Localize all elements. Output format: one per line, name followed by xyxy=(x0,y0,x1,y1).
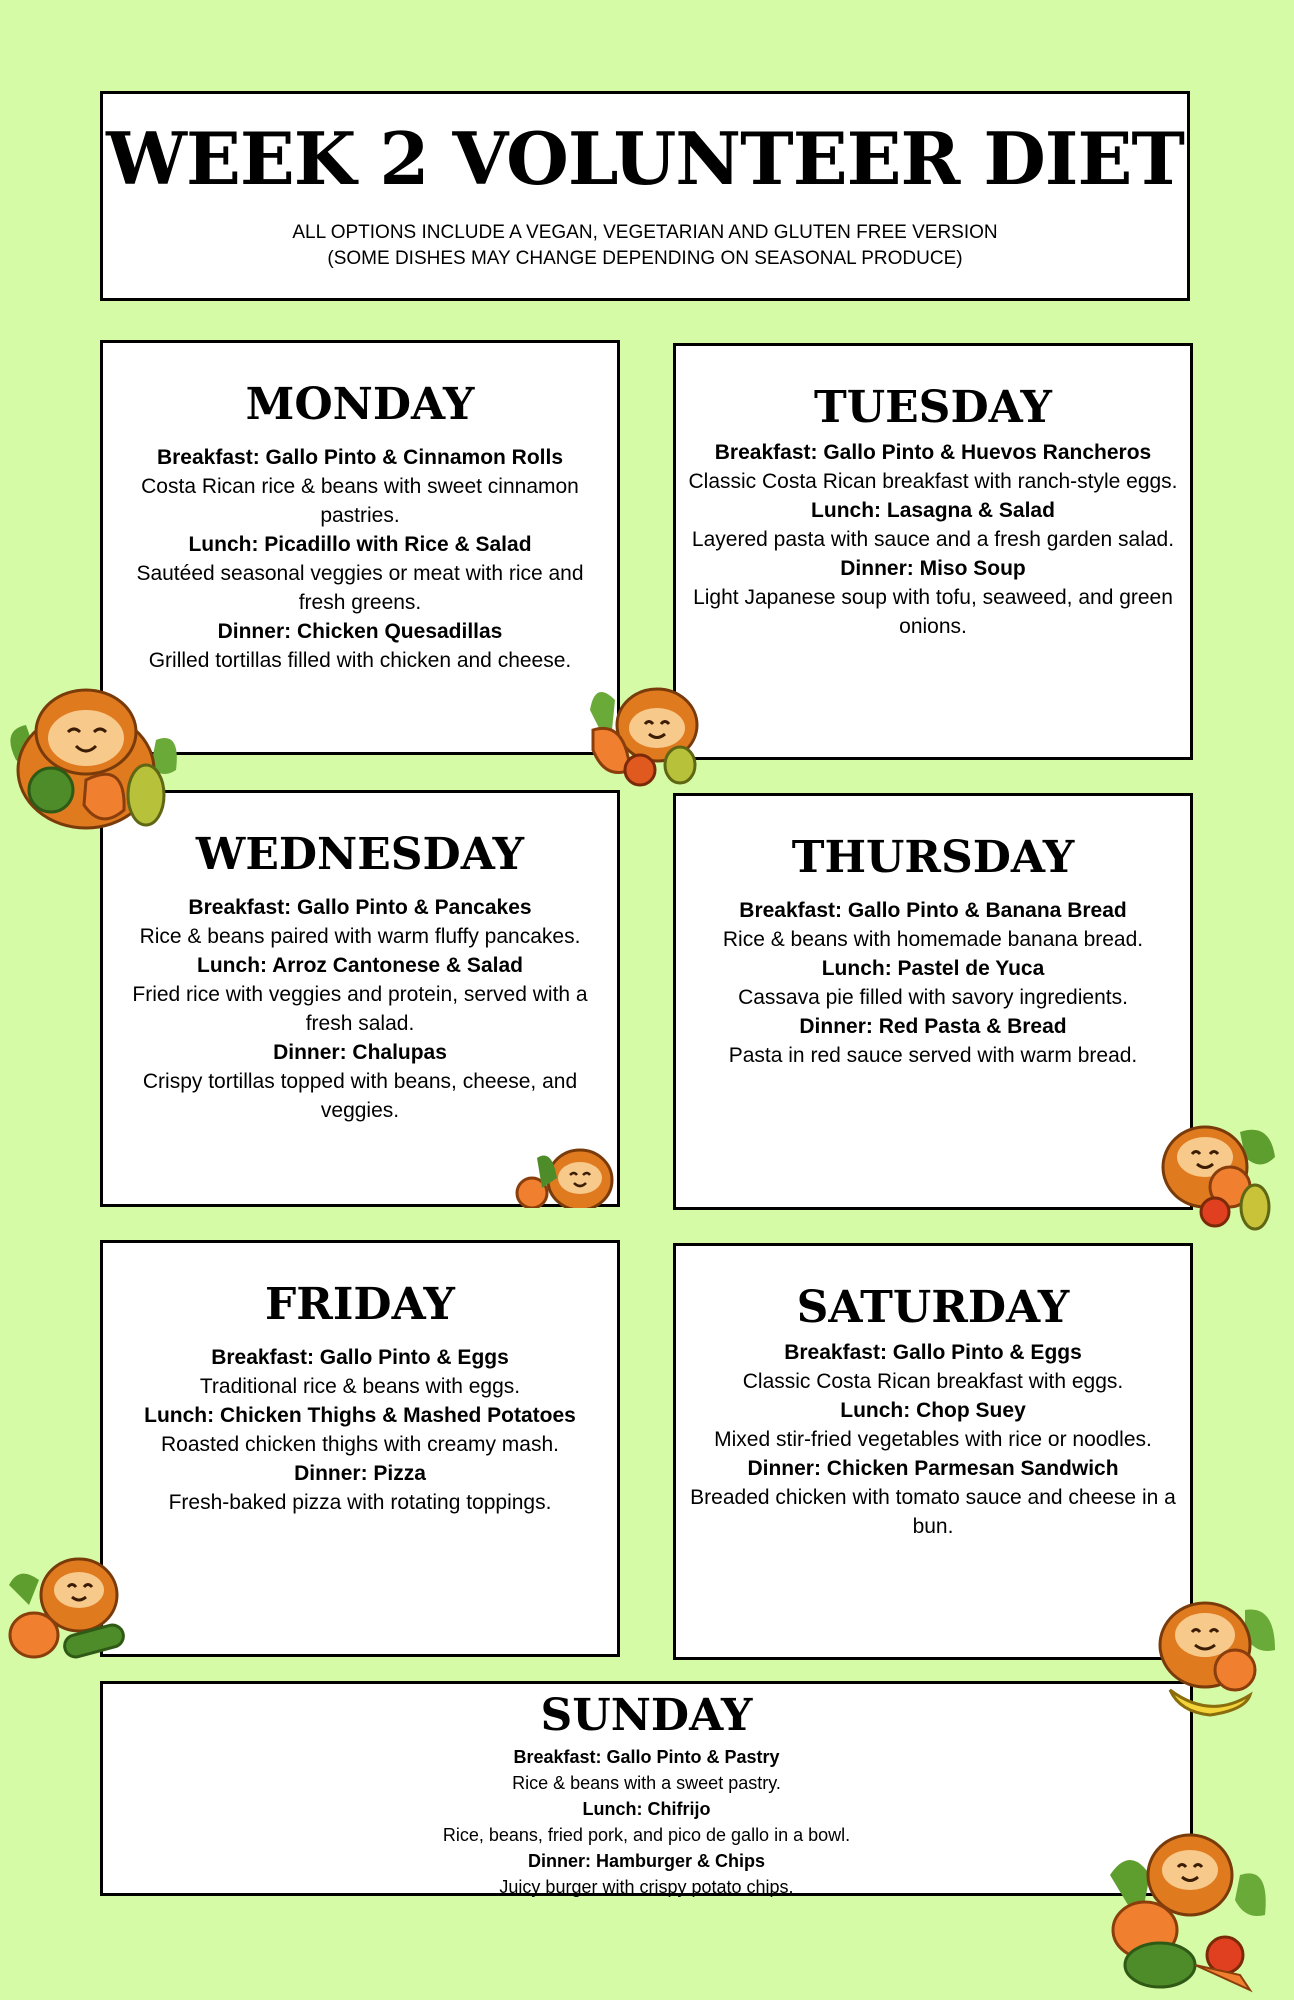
lunch-heading: Lunch: Pastel de Yuca xyxy=(821,957,1045,981)
breakfast-heading: Breakfast: Gallo Pinto & Huevos Rancheros xyxy=(714,441,1152,465)
breakfast-heading: Breakfast: Gallo Pinto & Pancakes xyxy=(188,896,532,920)
dinner-heading: Dinner: Red Pasta & Bread xyxy=(799,1015,1067,1039)
day-card-thursday xyxy=(673,793,1193,1210)
title-box xyxy=(100,91,1190,301)
lunch-description: Layered pasta with sauce and a fresh garden salad. xyxy=(691,528,1175,552)
breakfast-description: Rice & beans with homemade banana bread. xyxy=(722,928,1144,952)
day-title: SATURDAY xyxy=(796,1282,1070,1333)
dinner-heading: Dinner: Pizza xyxy=(294,1462,426,1486)
dinner-description: Breaded chicken with tomato sauce and cheese in a bun. xyxy=(690,1486,1176,1539)
dinner-heading: Dinner: Miso Soup xyxy=(840,557,1026,581)
sloth-with-veggies-icon xyxy=(6,670,186,830)
breakfast-description: Costa Rican rice & beans with sweet cinnamon pastries. xyxy=(141,475,579,528)
day-card-friday xyxy=(100,1240,620,1657)
breakfast-heading: Breakfast: Gallo Pinto & Cinnamon Rolls xyxy=(156,446,564,470)
lunch-heading: Lunch: Chifrijo xyxy=(582,1799,711,1820)
dinner-description: Pasta in red sauce served with warm bread. xyxy=(728,1044,1138,1068)
sloth-with-veggies-icon xyxy=(1100,1815,1270,1995)
dinner-description: Grilled tortillas filled with chicken and cheese. xyxy=(148,649,572,673)
sloth-with-veggies-icon xyxy=(1150,1590,1280,1725)
lunch-description: Roasted chicken thighs with creamy mash. xyxy=(160,1433,559,1457)
sloth-with-veggies-icon xyxy=(1150,1112,1280,1232)
dinner-description: Fresh-baked pizza with rotating toppings. xyxy=(168,1491,552,1515)
day-title: MONDAY xyxy=(245,379,475,430)
dinner-heading: Dinner: Chalupas xyxy=(273,1041,447,1065)
lunch-description: Rice, beans, fried pork, and pico de gallo in a bowl. xyxy=(442,1825,851,1846)
dinner-heading: Dinner: Chicken Quesadillas xyxy=(217,620,503,644)
sloth-with-veggies-icon xyxy=(512,1138,617,1208)
dinner-heading: Dinner: Hamburger & Chips xyxy=(527,1851,766,1872)
lunch-description: Fried rice with veggies and protein, served with a fresh salad. xyxy=(132,983,588,1036)
dinner-description: Crispy tortillas topped with beans, cheese, and veggies. xyxy=(142,1070,578,1123)
lunch-description: Sautéed seasonal veggies or meat with rice and fresh greens. xyxy=(136,562,584,615)
breakfast-description: Rice & beans with a sweet pastry. xyxy=(512,1773,781,1794)
dinner-description: Light Japanese soup with tofu, seaweed, and green onions. xyxy=(693,586,1173,639)
lunch-heading: Lunch: Lasagna & Salad xyxy=(811,499,1055,523)
subtitle-line-2: (SOME DISHES MAY CHANGE DEPENDING ON SEASONAL PRODUCE) xyxy=(327,248,963,270)
subtitle-line-1: ALL OPTIONS INCLUDE A VEGAN, VEGETARIAN AND GLUTEN FREE VERSION xyxy=(292,222,998,244)
day-card-saturday xyxy=(673,1243,1193,1660)
breakfast-heading: Breakfast: Gallo Pinto & Banana Bread xyxy=(739,899,1127,923)
page-title: WEEK 2 VOLUNTEER DIET xyxy=(106,116,1184,201)
lunch-description: Cassava pie filled with savory ingredients. xyxy=(738,986,1128,1010)
breakfast-heading: Breakfast: Gallo Pinto & Pastry xyxy=(513,1747,780,1768)
lunch-heading: Lunch: Chicken Thighs & Mashed Potatoes xyxy=(144,1404,576,1428)
lunch-description: Mixed stir-fried vegetables with rice or noodles. xyxy=(714,1428,1152,1452)
day-card-tuesday xyxy=(673,343,1193,760)
subtitle xyxy=(103,220,1187,272)
day-title: SUNDAY xyxy=(540,1690,753,1741)
day-title: TUESDAY xyxy=(814,382,1052,433)
lunch-heading: Lunch: Arroz Cantonese & Salad xyxy=(197,954,523,978)
dinner-heading: Dinner: Chicken Parmesan Sandwich xyxy=(747,1457,1119,1481)
day-title: WEDNESDAY xyxy=(195,829,525,880)
breakfast-heading: Breakfast: Gallo Pinto & Eggs xyxy=(211,1346,509,1370)
sloth-with-veggies-icon xyxy=(4,1545,134,1670)
lunch-heading: Lunch: Chop Suey xyxy=(840,1399,1026,1423)
breakfast-description: Classic Costa Rican breakfast with eggs. xyxy=(742,1370,1124,1394)
breakfast-description: Traditional rice & beans with eggs. xyxy=(199,1375,521,1399)
breakfast-description: Rice & beans paired with warm fluffy pancakes. xyxy=(139,925,581,949)
breakfast-description: Classic Costa Rican breakfast with ranch-style eggs. xyxy=(688,470,1178,494)
sloth-with-veggies-icon xyxy=(585,670,715,795)
day-title: THURSDAY xyxy=(791,832,1075,883)
breakfast-heading: Breakfast: Gallo Pinto & Eggs xyxy=(784,1341,1082,1365)
lunch-heading: Lunch: Picadillo with Rice & Salad xyxy=(188,533,532,557)
day-title: FRIDAY xyxy=(265,1279,455,1330)
dinner-description: Juicy burger with crispy potato chips. xyxy=(499,1877,794,1898)
day-card-sunday xyxy=(100,1681,1193,1896)
